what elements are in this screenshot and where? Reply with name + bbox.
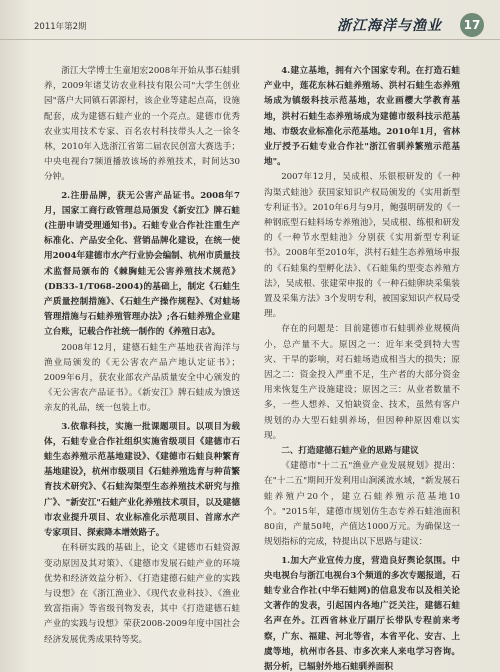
left-text-column <box>44 64 240 648</box>
paragraph: 2008年12月，建德石蛙生产基地获省海洋与渔业局颁发的《无公害农产品产地认定证书》；2009年6月，获农业部农产品质量安全中心颁发的《无公害农产品证书》。《新安江》牌石蛙成为馈送亲友的礼品，统一包装上市。 <box>44 342 240 414</box>
paragraph: 浙江大学博士生童旭宏2008年开始从事石蛙驯养，2009年诸艾访农业科技有限公司"大学生创业园"落户大同镇石郭源村，该企业等建起点高，设施配套，成为建德石蛙产业的一个亮点。建德市优秀农业实用技术专家、百名农村科技带头人之一徐冬林，2010年入选浙江省第二届农民创富大赛选手；中央电视台7频道播放该场的养殖技术，时间达30分钟。 <box>44 66 240 183</box>
paragraph: 4.建立基地，拥有六个国家专利。在打造石蛙产业中，莲花东林石蛙养殖场、洪村石蛙生态养殖场成为镇级科技示范基地，农业画樱大学教育基地，洪村石蛙生态养殖场成为建德市级科技示范基地、市级农业标准化示范基地。2010年1月，省林业厅授予石蛙专业合作社"浙江省驯养繁殖示范基地"。 <box>264 66 460 168</box>
journal-title: 浙江海洋与渔业 <box>337 18 442 34</box>
paragraph: 1.加大产业宣传力度，营造良好舆论氛围。中央电视台与浙江电视台3个频道的多次专题报道，石蛙专业合作社(中华石蛙网)的信息发布以及相关论文著作的发表，引起国内各地广泛关注，建德石蛙名声在外。江西省林业厅副厅长带队专程前来考察，广东、福建、河北等省，本省平化、安吉、上虞等地，杭州市各县、市多次来人来电学习咨询。据分析，已辐射外地石蛙驯养面积 <box>264 555 460 672</box>
paragraph: 《建德市"十二五"渔业产业发展规划》提出：在"十二五"期间开发利用山涧溪流水域，"新发展石蛙养殖户20个，建立石蛙养殖示范基地10个。"2015年，建德市规划仿生态专养石蛙池面积80亩，产量50吨，产值达1000万元。为确保这一规划指标的完成，特提出以下思路与建议： <box>264 461 460 548</box>
right-text-column <box>264 64 460 672</box>
issue-label: 2011年第2期 <box>34 22 87 32</box>
paragraph: 存在的问题是：目前建德市石蛙驯养业规模尚小，总产量不大。原因之一：近年来受到特大雪灾、干旱的影响，对石蛙场造成相当大的损失；原因之二：资金投入严重不足，生产者的大部分资金用来恢复生产设施建设；原因之三：从业者数量不多，一些人想养、又怕缺资金、技术，虽然有客户规划的办大型石蛙驯养场，但因种种原因难以实现。 <box>264 324 460 441</box>
paragraph: 2007年12月，吴成根、乐银根研发的《一种沟渠式蛙池》获国家知识产权局颁发的《实用新型专利证书》。2010年6月与9月，鲍强明研发的《一种钢底型石蛙料场专养殖池》，吴成根、练根和研发的《一种节水型蛙池》分别获《实用新型专利证书》。2008年至2010年，洪村石蛙生态养殖场申报的《石蛙集约型孵化法》、《石蛙集约型变态养殖方法》，吴成根、张建荣申报的《一种石蛙卵块采集装置及采集方法》3个发明专利，被国家知识产权局受理。 <box>264 172 460 320</box>
paragraph: 在科研实践的基础上，论文《建德市石蛙资源变动原因及其对策》、《建德市发展石蛙产业的环境优势和经济效益分析》、《打造建德石蛙产业的实践与设想》在《浙江渔业》、《现代农业科技》、《渔业致富指南》等省级刊物发表，其中《打造建德石蛙产业的实践与设想》荣获2008-2009年度中国社会经济发展优秀成果特等奖。 <box>44 543 240 645</box>
paragraph: 3.依靠科技，实施一批课题项目。以项目为载体，石蛙专业合作社组织实施省级项目《建德市石蛙生态养殖示范基地建设》、《建德市石蛙良种繁育基地建设》，杭州市级项目《石蛙养殖选育与种苗繁育技术研究》、《石蛙沟渠型生态养殖技术研究与推广》、"新安江"石蛙产业化养殖技术项目，以及建德市农业提升项目、农业标准化示范项目、首席水产专家项目、探索降本增效路子。 <box>44 421 240 539</box>
section-heading: 二、打造建德石蛙产业的思路与建议 <box>281 446 419 457</box>
paragraph: 2.注册品牌，获无公害产品证书。2008年7月，国家工商行政管理总局颁发《新安江》牌石蛙(注册申请受理通知书)。石蛙专业合作社注重生产标准化、产品安全化、营销品牌化建设，在统一使用2004年建德市水产行业协会编制、杭州市质量技术监督局颁布的《棘胸蛙无公害养殖技术规范》(DB33-1/T068-2004)的基础上，制定《石蛙生产质量控制措施》、《石蛙生产操作规程》、《对蛙场管理措施与石蛙养殖管理办法》;各石蛙养殖企业建立台账，记载合作社统一制作的《养殖日志》。 <box>44 190 240 338</box>
page-number-badge: 17 <box>460 13 484 37</box>
page-header <box>0 0 500 40</box>
